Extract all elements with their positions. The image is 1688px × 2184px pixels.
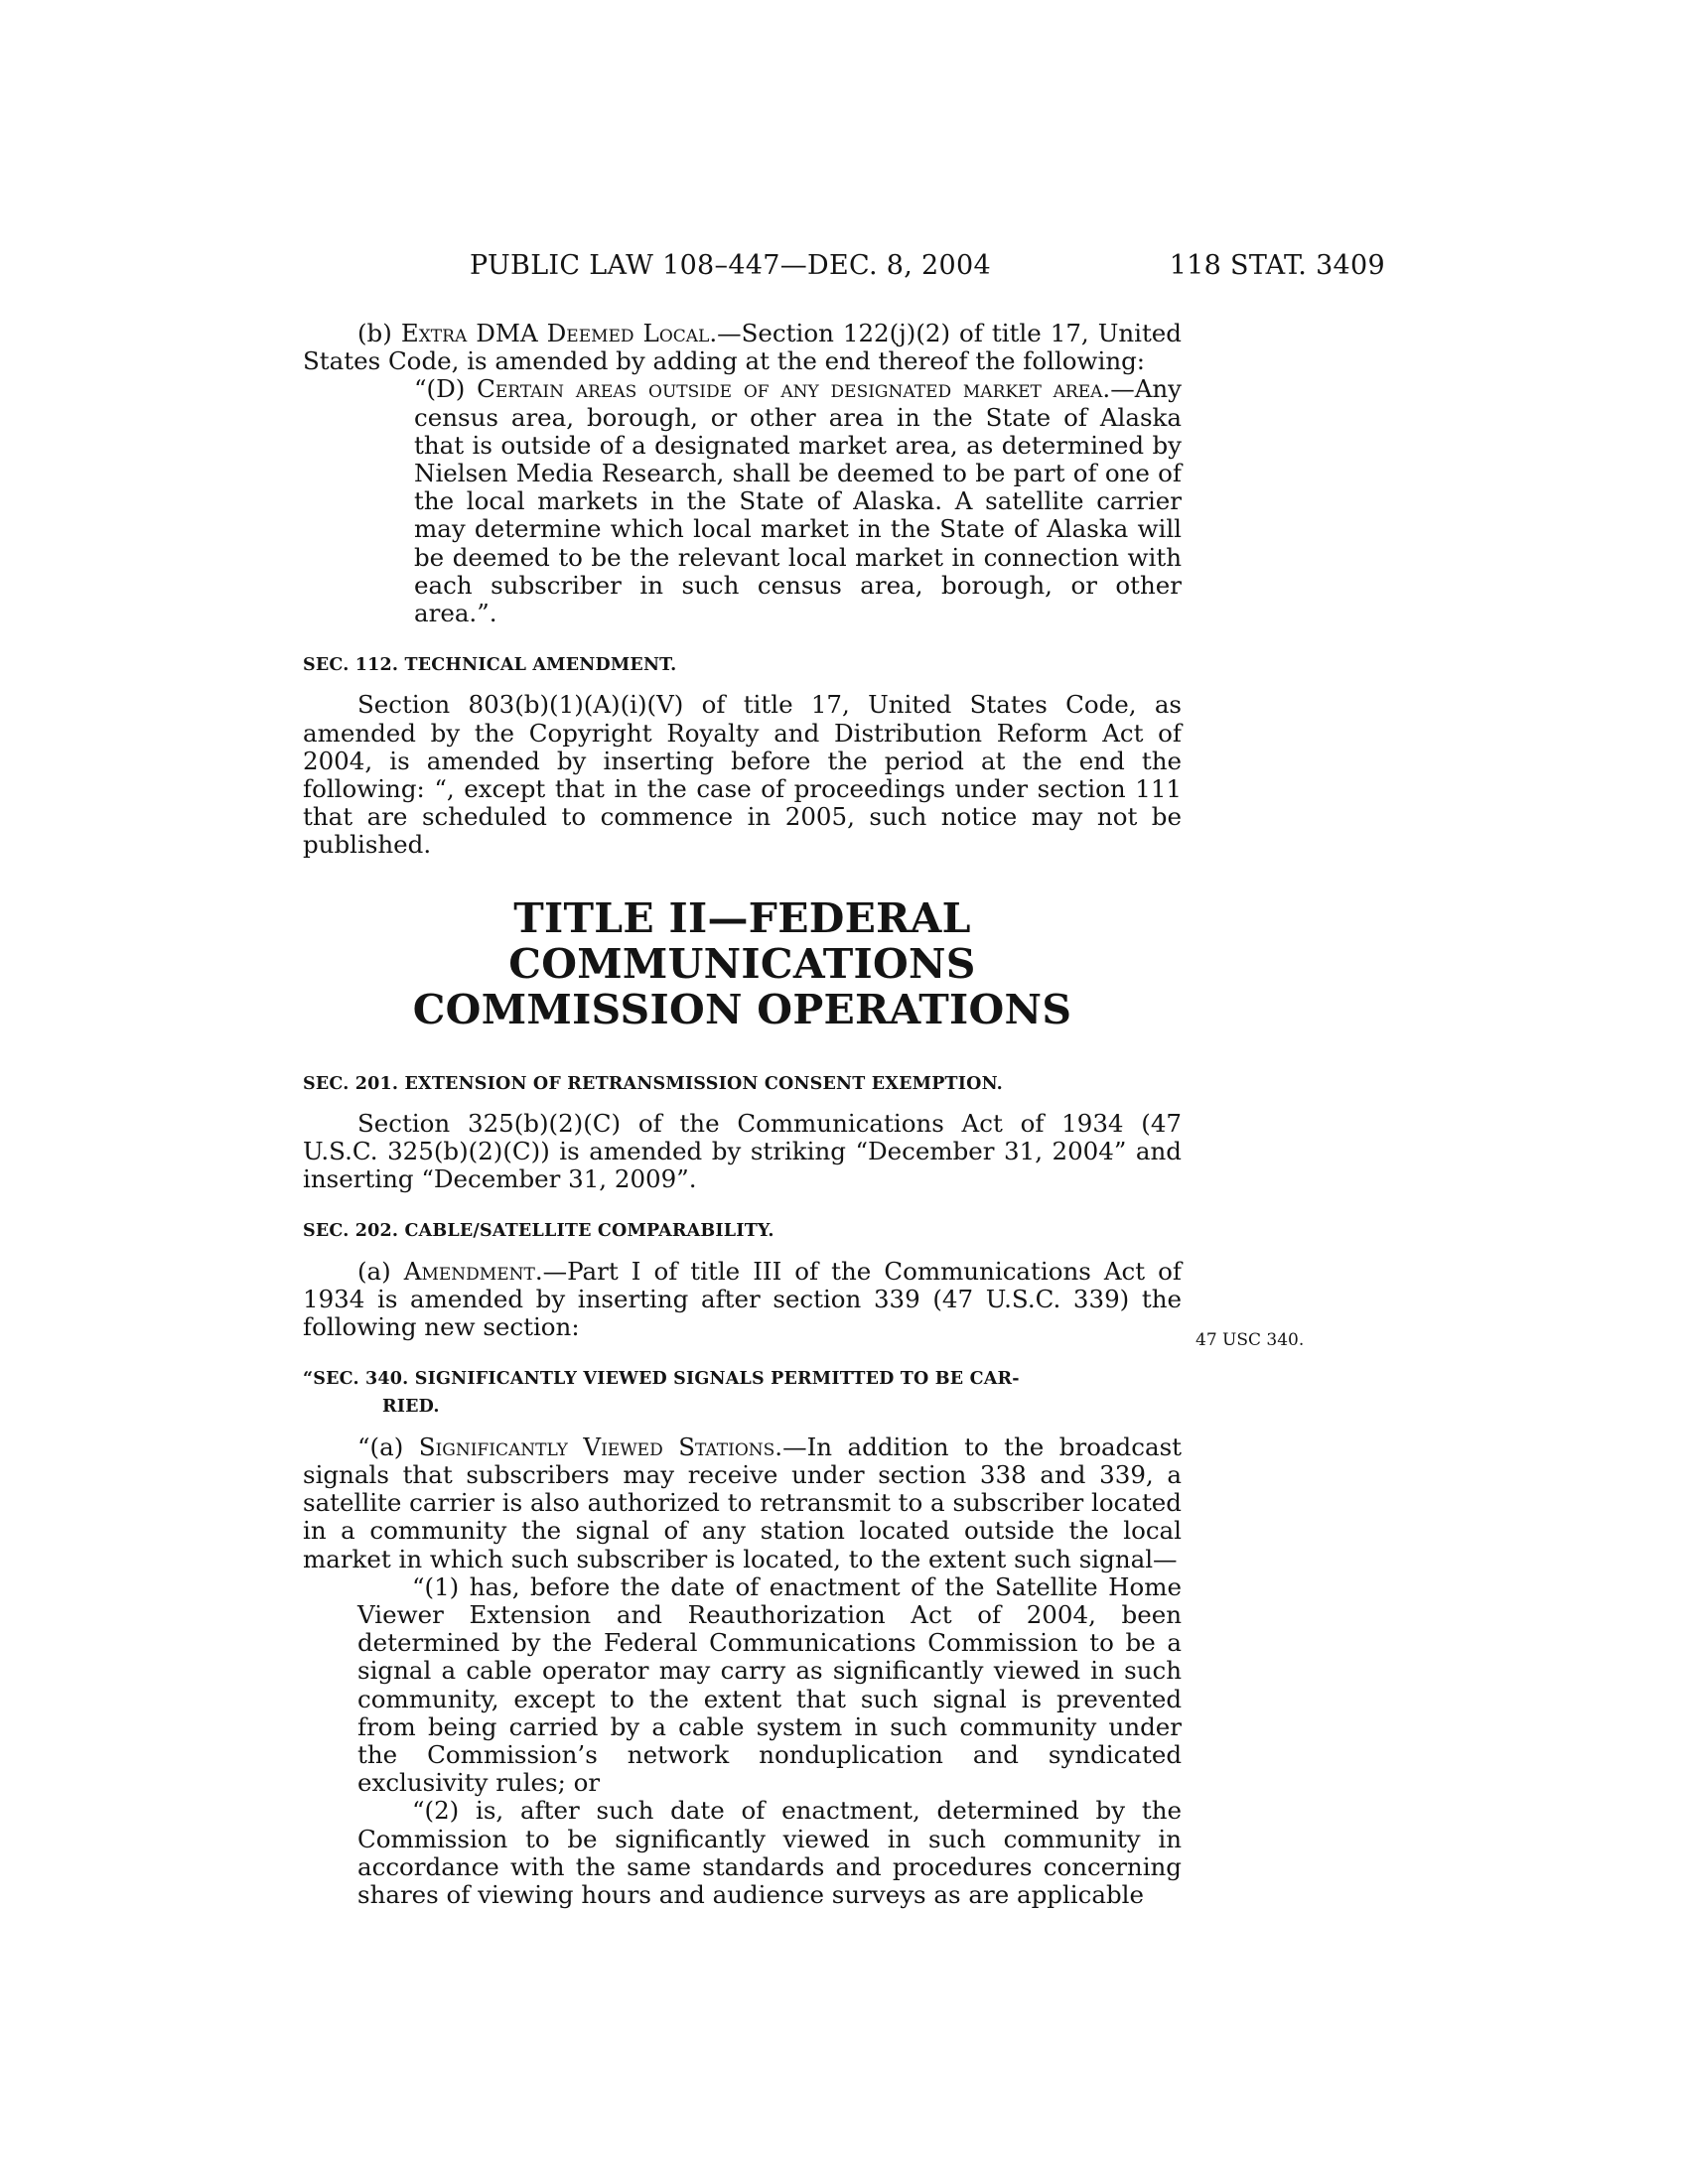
paragraph-b-prefix: (b) xyxy=(357,319,401,347)
sec-202-a-label: Amendment xyxy=(403,1256,535,1286)
sec-202-a-prefix: (a) xyxy=(357,1256,404,1286)
sec-340-a-text: .—In addition to the broadcast signals that subscribers may receive under section 338 and 339, a satellite carrier is also authorized to retransmit to a subscriber located in a community the signal of any station located outside the local market in which such subscriber is located, to the extent such signal— xyxy=(303,1432,1182,1573)
title-line-2: COMMISSION OPERATIONS xyxy=(412,985,1072,1033)
paragraph-b-label: Extra DMA Deemed Local xyxy=(400,319,710,347)
sec-340-paragraph-a xyxy=(303,1433,1182,1573)
sec-112-text: Section 803(b)(1)(A)(i)(V) of title 17, United States Code, as amended by the Copyright Royalty and Distribution Reform Act of 2004, is amended by inserting before the period at the end the following: “, except that in the case of proceedings under section 111 that are scheduled to commence in 2005, such notice may not be published. xyxy=(303,690,1182,860)
margin-note-usc: 47 USC 340. xyxy=(1196,1330,1305,1350)
sec-201-heading: SEC. 201. EXTENSION OF RETRANSMISSION CONSENT EXEMPTION. xyxy=(303,1073,1003,1094)
sec-340-a-label: Significantly Viewed Stations xyxy=(418,1432,775,1461)
sec-340-item-1: “(1) has, before the date of enactment of the Satellite Home Viewer Extension and Reauthorization Act of 2004, been determined by the Federal Communications Commission to be a signal a cable operator may carry as significantly viewed in such community, except to the extent that such signal is prevented from being carried by a cable system in such community under the Commission’s network nonduplication and syndicated exclusivity rules; or xyxy=(357,1571,1182,1798)
sec-340-a-prefix: “(a) xyxy=(357,1432,419,1461)
sec-202-heading: SEC. 202. CABLE/SATELLITE COMPARABILITY. xyxy=(303,1221,774,1242)
sec-202-paragraph-a xyxy=(303,1258,1182,1342)
running-header xyxy=(303,250,1385,290)
sec-202-a-text: .—Part I of title III of the Communications Act of 1934 is amended by inserting after section 339 (47 U.S.C. 339) the following new section: xyxy=(303,1256,1182,1342)
title-heading xyxy=(303,895,1182,1032)
title-line-1: TITLE II—FEDERAL COMMUNICATIONS xyxy=(508,893,976,988)
sec-340-heading xyxy=(303,1365,1182,1421)
paragraph-b-text: .—Section 122(j)(2) of title 17, United States Code, is amended by adding at the end thereof the following: xyxy=(303,319,1182,376)
sec-340-heading-line-2: RIED. xyxy=(382,1397,440,1418)
paragraph-d-prefix: “(D) xyxy=(414,374,478,404)
sec-201-text: Section 325(b)(2)(C) of the Communications Act of 1934 (47 U.S.C. 325(b)(2)(C)) is amended by striking “December 31, 2004” and inserting “December 31, 2009”. xyxy=(303,1108,1182,1194)
body-column xyxy=(303,320,1182,1909)
sec-340-item-2: “(2) is, after such date of enactment, determined by the Commission to be significantly viewed in such community in accordance with the same standards and procedures concerning shares of viewing hours and audience surveys as are applicable xyxy=(357,1796,1182,1909)
sec-340-items xyxy=(303,1573,1182,1909)
quoted-subparagraph-d xyxy=(303,375,1182,627)
paragraph-d-text: .—Any census area, borough, or other area in the State of Alaska that is outside of a designated market area, as determined by Nielsen Media Research, shall be deemed to be part of one of the local markets in the State of Alaska. A satellite carrier may determine which local market in the State of Alaska will be deemed to be the relevant local market in connection with each subscriber in such census area, borough, or other area.”. xyxy=(414,374,1183,628)
sec-340-heading-line-1: “SEC. 340. SIGNIFICANTLY VIEWED SIGNALS PERMITTED TO BE CAR- xyxy=(303,1369,1020,1390)
paragraph-d-label: Certain areas outside of any designated market area xyxy=(477,374,1103,404)
law-citation: PUBLIC LAW 108–447—DEC. 8, 2004 xyxy=(470,250,991,281)
sec-112-heading: SEC. 112. TECHNICAL AMENDMENT. xyxy=(303,655,677,676)
paragraph-d xyxy=(414,375,1182,627)
paragraph-b xyxy=(303,320,1182,375)
stat-citation: 118 STAT. 3409 xyxy=(1169,250,1385,281)
